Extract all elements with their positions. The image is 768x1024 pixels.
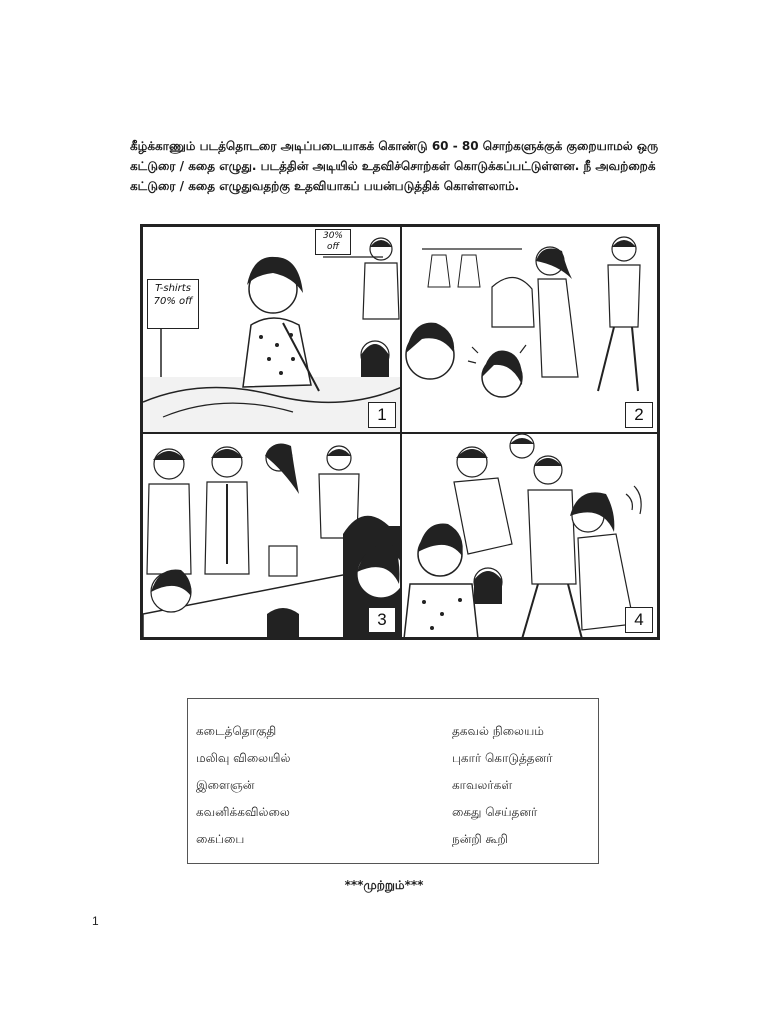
helper-word: நன்றி கூறி <box>452 832 508 846</box>
panel-3-illustration <box>143 434 401 638</box>
helper-word: மலிவு விலையில் <box>196 751 291 765</box>
panel-number: 4 <box>625 607 653 633</box>
panel-number: 2 <box>625 402 653 428</box>
panel-number: 1 <box>368 402 396 428</box>
instructions-text: கீழ்க்காணும் படத்தொடரை அடிப்படையாகக் கொண்டு 60 - 80 சொற்களுக்குக் குறையாமல் ஒரு கட்டுரை / கதை எழுது. படத்தின் அடியில் உதவிச்சொற்கள் கொடுக்கப்பட்டுள்ளன. நீ அவற்றைக் கட்டுரை / கதை எழுதுவதற்கு உதவியாகப் பயன்படுத்திக் கொள்ளலாம். <box>130 139 659 193</box>
comic-panel-3 <box>142 433 401 638</box>
helper-words-box <box>187 698 599 864</box>
comic-panel-1 <box>142 226 401 433</box>
helper-words-right-column <box>452 721 553 856</box>
helper-word: தகவல் நிலையம் <box>452 724 544 738</box>
helper-word: காவலர்கள் <box>452 778 513 792</box>
helper-word: கடைத்தொகுதி <box>196 724 277 738</box>
comic-panel-2 <box>401 226 658 433</box>
page-number: 1 <box>92 914 99 928</box>
panel-number: 3 <box>368 607 396 633</box>
tshirt-discount-sign: T-shirts 70% off <box>147 279 199 329</box>
panel-2-illustration <box>402 227 658 433</box>
helper-word: கைது செய்தனர் <box>452 805 538 819</box>
helper-word: கைப்பை <box>196 832 245 846</box>
helper-word: புகார் கொடுத்தனர் <box>452 751 553 765</box>
end-mark: ***முற்றும்*** <box>344 878 424 892</box>
helper-words-left-column <box>196 721 290 856</box>
panel-4-illustration <box>402 434 658 638</box>
helper-word: கவனிக்கவில்லை <box>196 805 290 819</box>
discount-sign: 30% off <box>315 229 351 255</box>
picture-series <box>140 224 660 640</box>
panel-1-illustration <box>143 227 401 433</box>
comic-panel-4 <box>401 433 658 638</box>
helper-word: இளைஞன் <box>196 778 255 792</box>
